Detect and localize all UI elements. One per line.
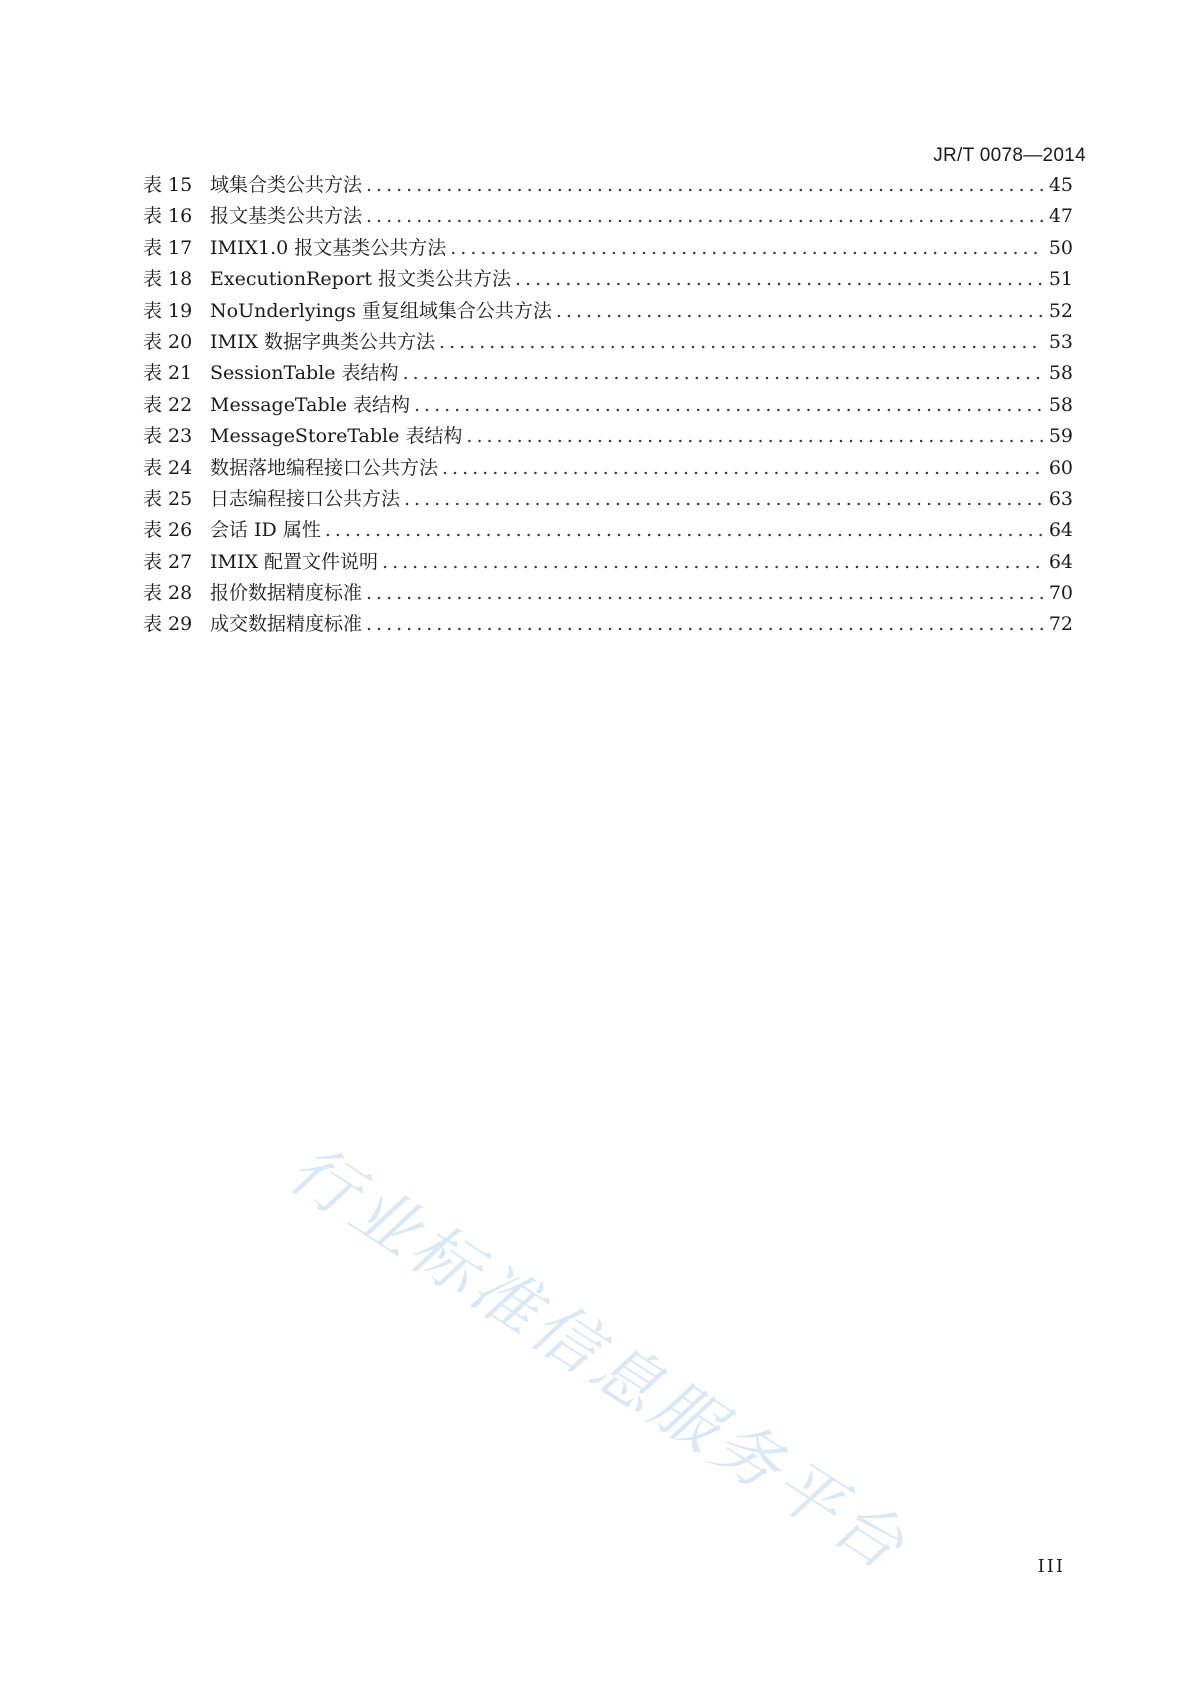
toc-leader-dots [403,358,1043,389]
table-of-tables [143,170,1073,641]
toc-entry-page: 45 [1048,174,1073,196]
toc-entry[interactable] [143,358,1073,389]
toc-entry-title: IMIX1.0 报文基类公共方法 [210,236,447,259]
toc-entry[interactable] [143,421,1073,452]
toc-leader-dots [450,233,1043,264]
toc-entry-number: 表 20 [143,330,193,353]
toc-entry-page: 47 [1048,205,1073,228]
toc-entry-title: SessionTable 表结构 [210,362,399,385]
toc-entry-number: 表 17 [143,236,193,259]
watermark: 行业标准信息服务平台 [275,1130,922,1587]
toc-entry[interactable] [143,484,1073,515]
toc-entry-number: 表 29 [143,613,193,636]
toc-entry-page: 50 [1048,236,1073,259]
toc-leader-dots [515,264,1043,295]
document-code: JR/T 0078—2014 [933,145,1086,166]
toc-entry-title: 报价数据精度标准 [210,582,363,605]
toc-leader-dots [556,296,1043,327]
toc-entry-page: 64 [1048,550,1073,573]
toc-leader-dots [442,453,1043,484]
toc-entry-page: 53 [1048,330,1073,353]
toc-entry[interactable] [143,170,1073,201]
toc-entry[interactable] [143,390,1073,421]
toc-entry[interactable] [143,609,1073,640]
toc-entry-number: 表 16 [143,205,193,228]
toc-entry-title: 域集合类公共方法 [210,174,363,196]
toc-entry[interactable] [143,264,1073,295]
toc-entry-title: ExecutionReport 报文类公共方法 [210,268,512,291]
toc-entry-number: 表 22 [143,393,193,416]
toc-entry[interactable] [143,327,1073,358]
toc-leader-dots [414,390,1043,421]
toc-entry-page: 58 [1048,362,1073,385]
toc-entry-title: IMIX 数据字典类公共方法 [210,330,436,353]
toc-entry-page: 64 [1048,519,1073,542]
toc-leader-dots [382,547,1043,578]
toc-entry-page: 60 [1048,456,1073,479]
toc-leader-dots [439,327,1043,358]
toc-entry[interactable] [143,296,1073,327]
toc-entry-page: 51 [1048,268,1073,291]
toc-entry[interactable] [143,453,1073,484]
toc-entry[interactable] [143,201,1073,232]
toc-leader-dots [366,578,1043,609]
toc-entry-number: 表 19 [143,299,193,322]
toc-entry-number: 表 25 [143,487,193,510]
toc-entry-number: 表 21 [143,362,193,385]
toc-entry-page: 72 [1048,613,1073,636]
toc-entry-title: 报文基类公共方法 [210,205,363,228]
toc-entry-title: 数据落地编程接口公共方法 [210,456,439,479]
toc-leader-dots [366,170,1043,201]
toc-entry-page: 63 [1048,487,1073,510]
toc-entry-title: MessageStoreTable 表结构 [210,425,463,448]
toc-entry-number: 表 23 [143,425,193,448]
toc-leader-dots [404,484,1043,515]
toc-entry-title: 日志编程接口公共方法 [210,487,401,510]
toc-entry-number: 表 15 [143,174,193,196]
toc-leader-dots [325,515,1043,546]
toc-entry[interactable] [143,547,1073,578]
toc-entry-number: 表 24 [143,456,193,479]
toc-entry-title: NoUnderlyings 重复组域集合公共方法 [210,299,552,322]
toc-entry-title: 会话 ID 属性 [210,519,321,542]
toc-entry-number: 表 28 [143,582,193,605]
toc-leader-dots [466,421,1042,452]
toc-entry[interactable] [143,578,1073,609]
toc-entry-title: 成交数据精度标准 [210,613,363,636]
page-number: III [1037,1556,1065,1577]
toc-entry-page: 70 [1048,582,1073,605]
toc-entry[interactable] [143,233,1073,264]
toc-entry-page: 58 [1048,393,1073,416]
toc-entry-number: 表 27 [143,550,193,573]
toc-leader-dots [366,201,1043,232]
toc-entry-title: MessageTable 表结构 [210,393,410,416]
toc-entry-title: IMIX 配置文件说明 [210,550,379,573]
toc-leader-dots [366,609,1043,640]
toc-entry[interactable] [143,515,1073,546]
toc-entry-page: 59 [1048,425,1073,448]
toc-entry-number: 表 26 [143,519,193,542]
toc-entry-page: 52 [1048,299,1073,322]
toc-entry-number: 表 18 [143,268,193,291]
